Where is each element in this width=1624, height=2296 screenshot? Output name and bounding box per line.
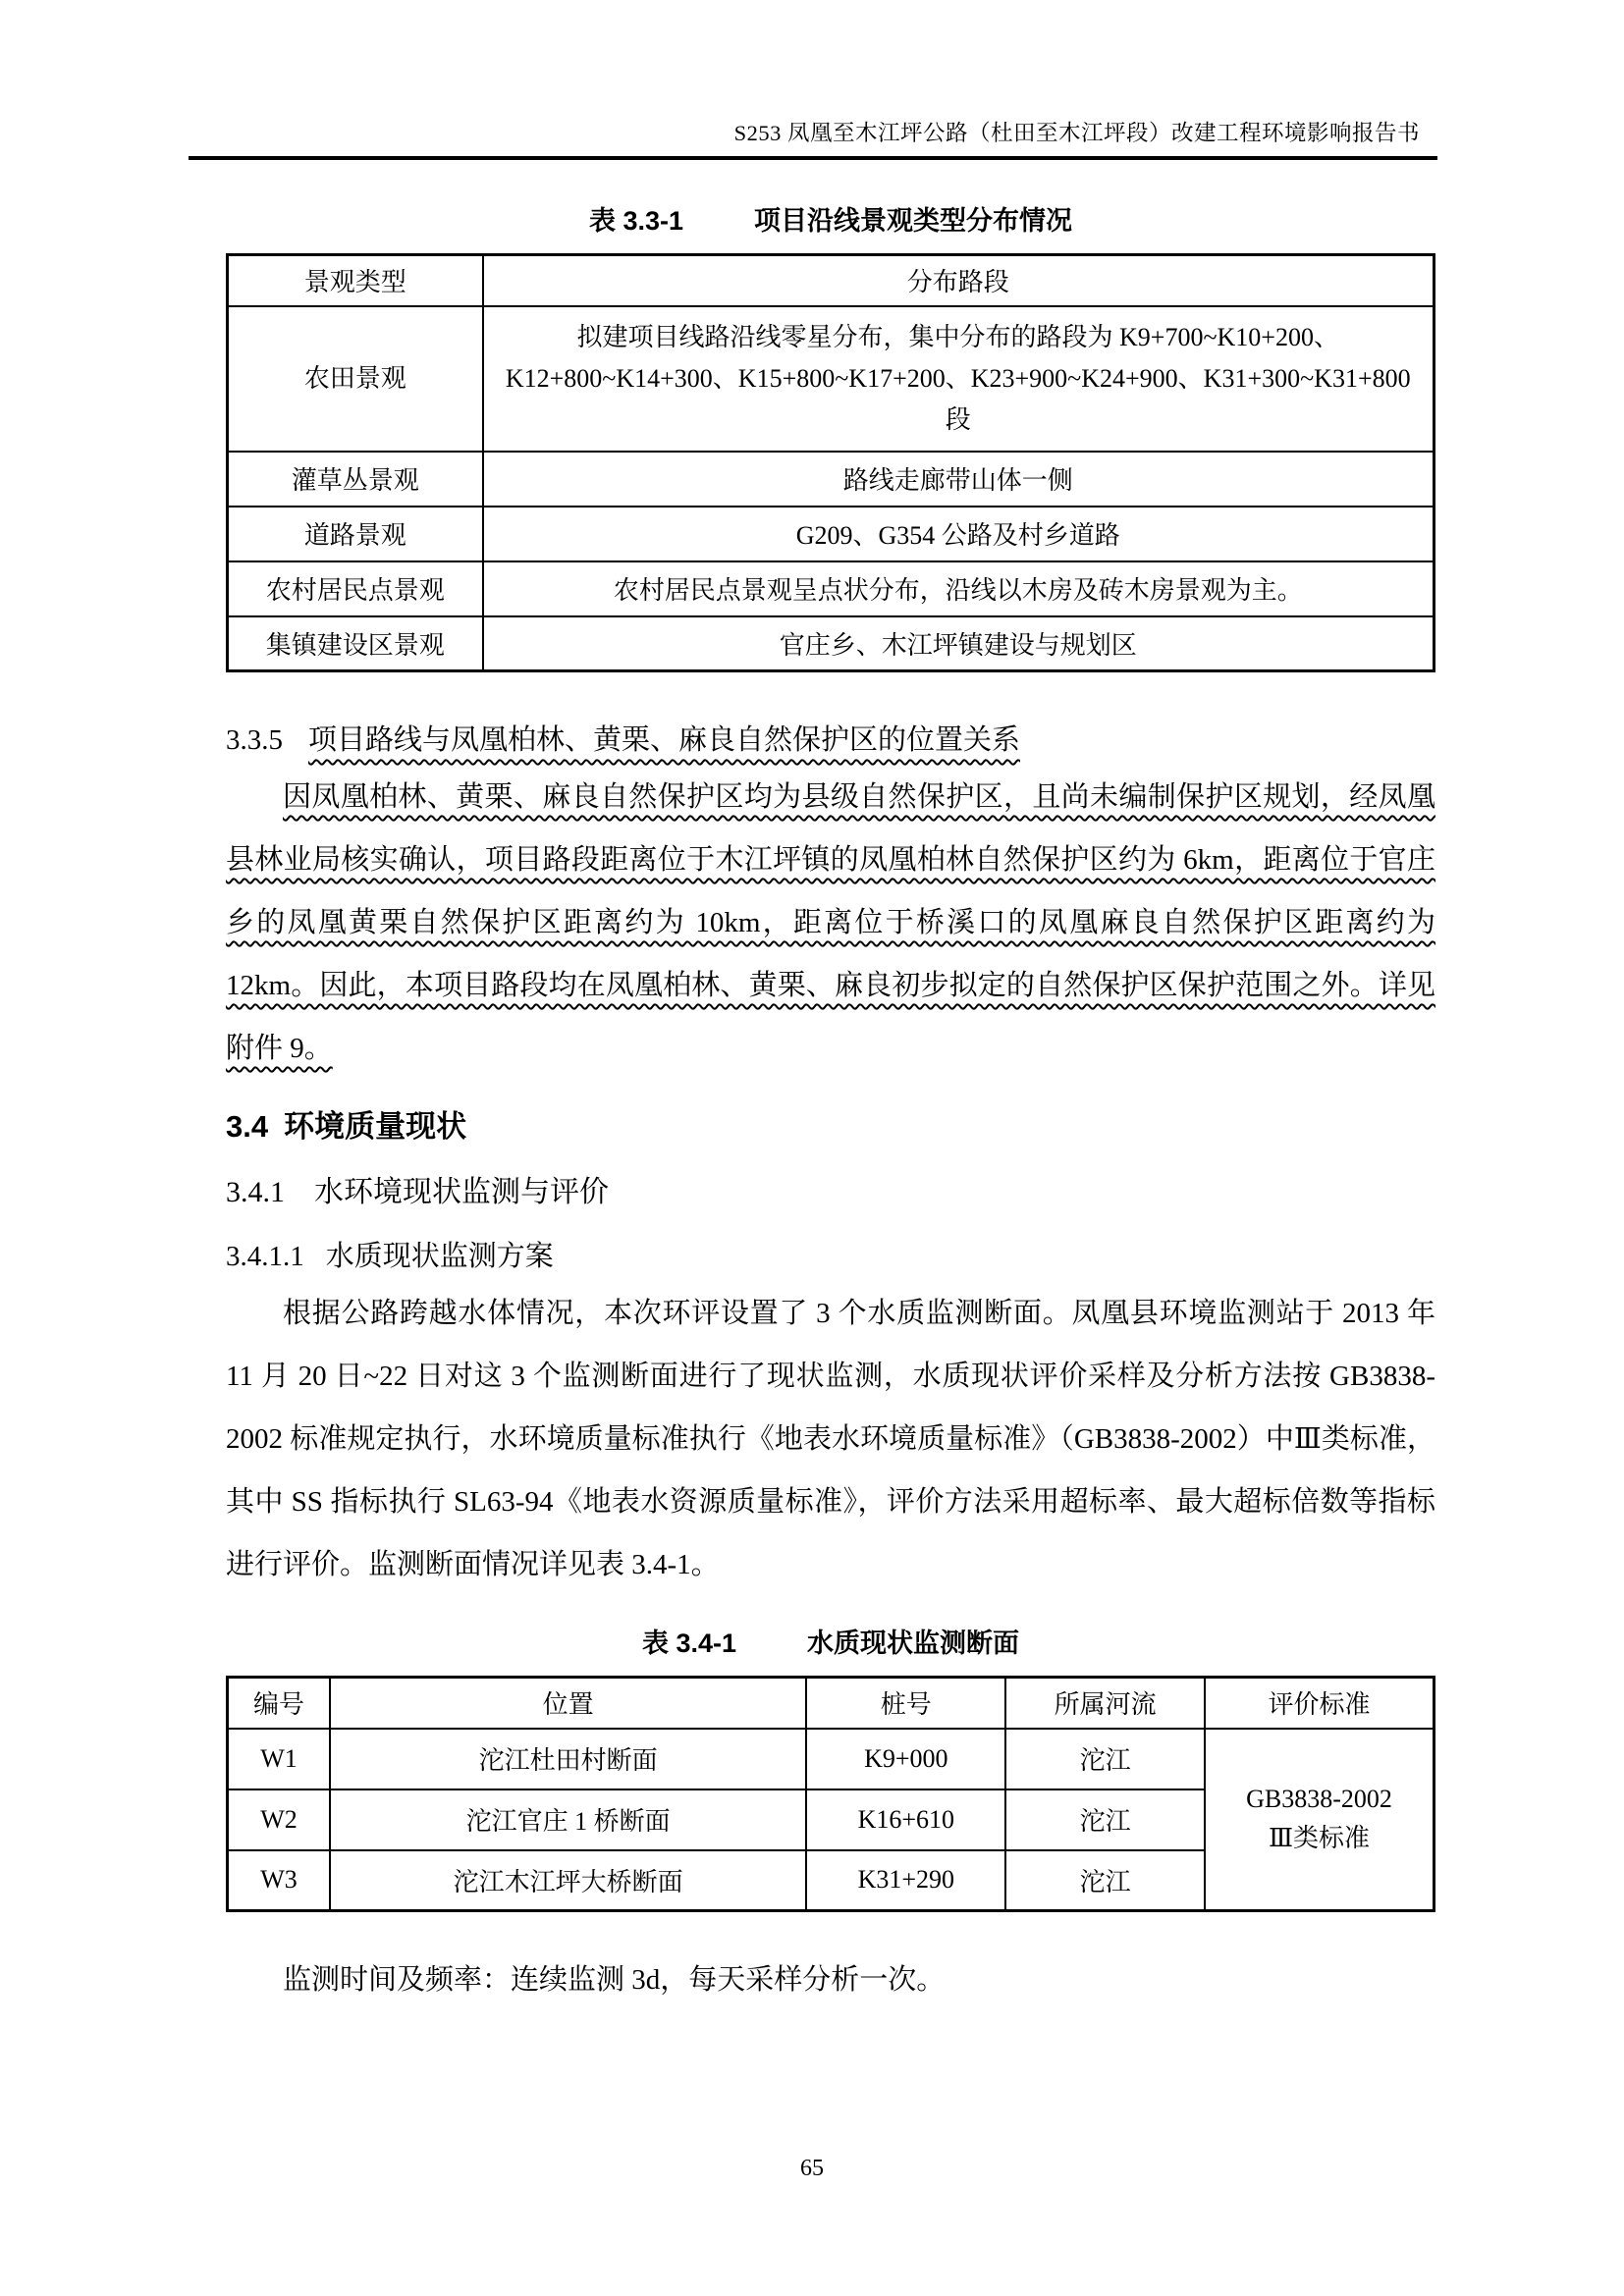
table-row <box>228 616 1435 671</box>
column-header-stake: 桩号 <box>806 1678 1005 1729</box>
column-header-standard: 评价标准 <box>1205 1678 1435 1729</box>
table-row <box>228 306 1435 452</box>
river-cell: 沱江 <box>1005 1789 1205 1850</box>
section-number: 3.4.1.1 <box>226 1241 304 1272</box>
table-header-row <box>228 1678 1435 1729</box>
landscape-type-cell: 农村居民点景观 <box>228 561 483 616</box>
table-341-caption-label: 表 3.4-1 <box>641 1629 737 1658</box>
landscape-type-cell: 农田景观 <box>228 306 483 452</box>
section-id-cell: W2 <box>228 1789 330 1850</box>
table-331-caption <box>226 199 1435 238</box>
section-title: 项目路线与凤凰柏林、黄栗、麻良自然保护区的位置关系 <box>308 724 1021 756</box>
stake-cell: K31+290 <box>806 1850 1005 1911</box>
landscape-type-cell: 道路景观 <box>228 507 483 561</box>
column-header-location: 位置 <box>330 1678 806 1729</box>
monitoring-frequency-note: 监测时间及频率：连续监测 3d，每天采样分析一次。 <box>283 1964 946 1996</box>
page-header <box>189 116 1437 160</box>
location-cell: 沱江木江坪大桥断面 <box>330 1850 806 1911</box>
table-row <box>228 1729 1435 1789</box>
column-header-landscape-type: 景观类型 <box>228 255 483 306</box>
distribution-cell: G209、G354 公路及村乡道路 <box>483 507 1435 561</box>
section-heading-3-3-5 <box>226 718 1435 758</box>
distribution-cell: 路线走廊带山体一侧 <box>483 452 1435 507</box>
table-row <box>228 561 1435 616</box>
section-heading-3-4-1 <box>226 1167 1435 1210</box>
standard-cell <box>1205 1729 1435 1911</box>
table-row <box>228 507 1435 561</box>
location-cell: 沱江杜田村断面 <box>330 1729 806 1789</box>
landscape-type-cell: 集镇建设区景观 <box>228 616 483 671</box>
table-341-caption <box>226 1622 1435 1660</box>
section-title: 水质现状监测方案 <box>325 1241 554 1272</box>
landscape-type-table <box>226 253 1435 672</box>
section-heading-3-4-1-1 <box>226 1234 1435 1274</box>
section-number: 3.4.1 <box>226 1176 285 1208</box>
distribution-cell: 官庄乡、木江坪镇建设与规划区 <box>483 616 1435 671</box>
page-content <box>226 182 1435 2026</box>
table-341-caption-title: 水质现状监测断面 <box>807 1629 1020 1658</box>
section-id-cell: W1 <box>228 1729 330 1789</box>
paragraph-monitoring-plan: 根据公路跨越水体情况，本次环评设置了 3 个水质监测断面。凤凰县环境监测站于 2013 年 11 月 20 日~22 日对这 3 个监测断面进行了现状监测，水质现状评价采样及分析方法按 GB3838-2002 标准规定执行，水环境质量标准执行《地表水环境质量标准》（GB3838-2002）中Ⅲ类标准，其中 SS 指标执行 SL63-94《地表水资源质量标准》，评价方法采用超标率、最大超标倍数等指标进行评价。监测断面情况详见表 3.4-1。 <box>226 1298 1435 1580</box>
location-cell: 沱江官庄 1 桥断面 <box>330 1789 806 1850</box>
standard-class: Ⅲ类标准 <box>1268 1824 1371 1853</box>
distribution-cell: 农村居民点景观呈点状分布，沿线以木房及砖木房景观为主。 <box>483 561 1435 616</box>
stake-cell: K9+000 <box>806 1729 1005 1789</box>
river-cell: 沱江 <box>1005 1850 1205 1911</box>
page-number: 65 <box>800 2156 824 2181</box>
section-id-cell: W3 <box>228 1850 330 1911</box>
section-number: 3.3.5 <box>226 724 283 756</box>
paragraph-protected-areas: 因凤凰柏林、黄栗、麻良自然保护区均为县级自然保护区，且尚未编制保护区规划，经凤凰县林业局核实确认，项目路段距离位于木江坪镇的凤凰柏林自然保护区约为 6km，距离位于官庄乡的凤凰黄栗自然保护区距离约为 10km，距离位于桥溪口的凤凰麻良自然保护区距离约为 12km。因此，本项目路段均在凤凰柏林、黄栗、麻良初步拟定的自然保护区保护范围之外。详见附件 9。 <box>226 781 1435 1064</box>
section-heading-3-4 <box>226 1101 1435 1146</box>
landscape-type-cell: 灌草丛景观 <box>228 452 483 507</box>
table-331-caption-title: 项目沿线景观类型分布情况 <box>754 206 1073 236</box>
table-row <box>228 452 1435 507</box>
stake-cell: K16+610 <box>806 1789 1005 1850</box>
table-header-row <box>228 255 1435 306</box>
report-title: S253 凤凰至木江坪公路（杜田至木江坪段）改建工程环境影响报告书 <box>733 121 1420 145</box>
section-number: 3.4 <box>226 1109 269 1144</box>
water-quality-section-table <box>226 1676 1435 1912</box>
distribution-cell: 拟建项目线路沿线零星分布，集中分布的路段为 K9+700~K10+200、K12+800~K14+300、K15+800~K17+200、K23+900~K24+900、K31+300~K31+800 段 <box>483 306 1435 452</box>
standard-code: GB3838-2002 <box>1246 1785 1392 1814</box>
section-title: 水环境现状监测与评价 <box>314 1176 609 1208</box>
column-header-distribution: 分布路段 <box>483 255 1435 306</box>
column-header-id: 编号 <box>228 1678 330 1729</box>
river-cell: 沱江 <box>1005 1729 1205 1789</box>
section-title: 环境质量现状 <box>284 1109 467 1144</box>
table-331-caption-label: 表 3.3-1 <box>588 206 684 236</box>
column-header-river: 所属河流 <box>1005 1678 1205 1729</box>
